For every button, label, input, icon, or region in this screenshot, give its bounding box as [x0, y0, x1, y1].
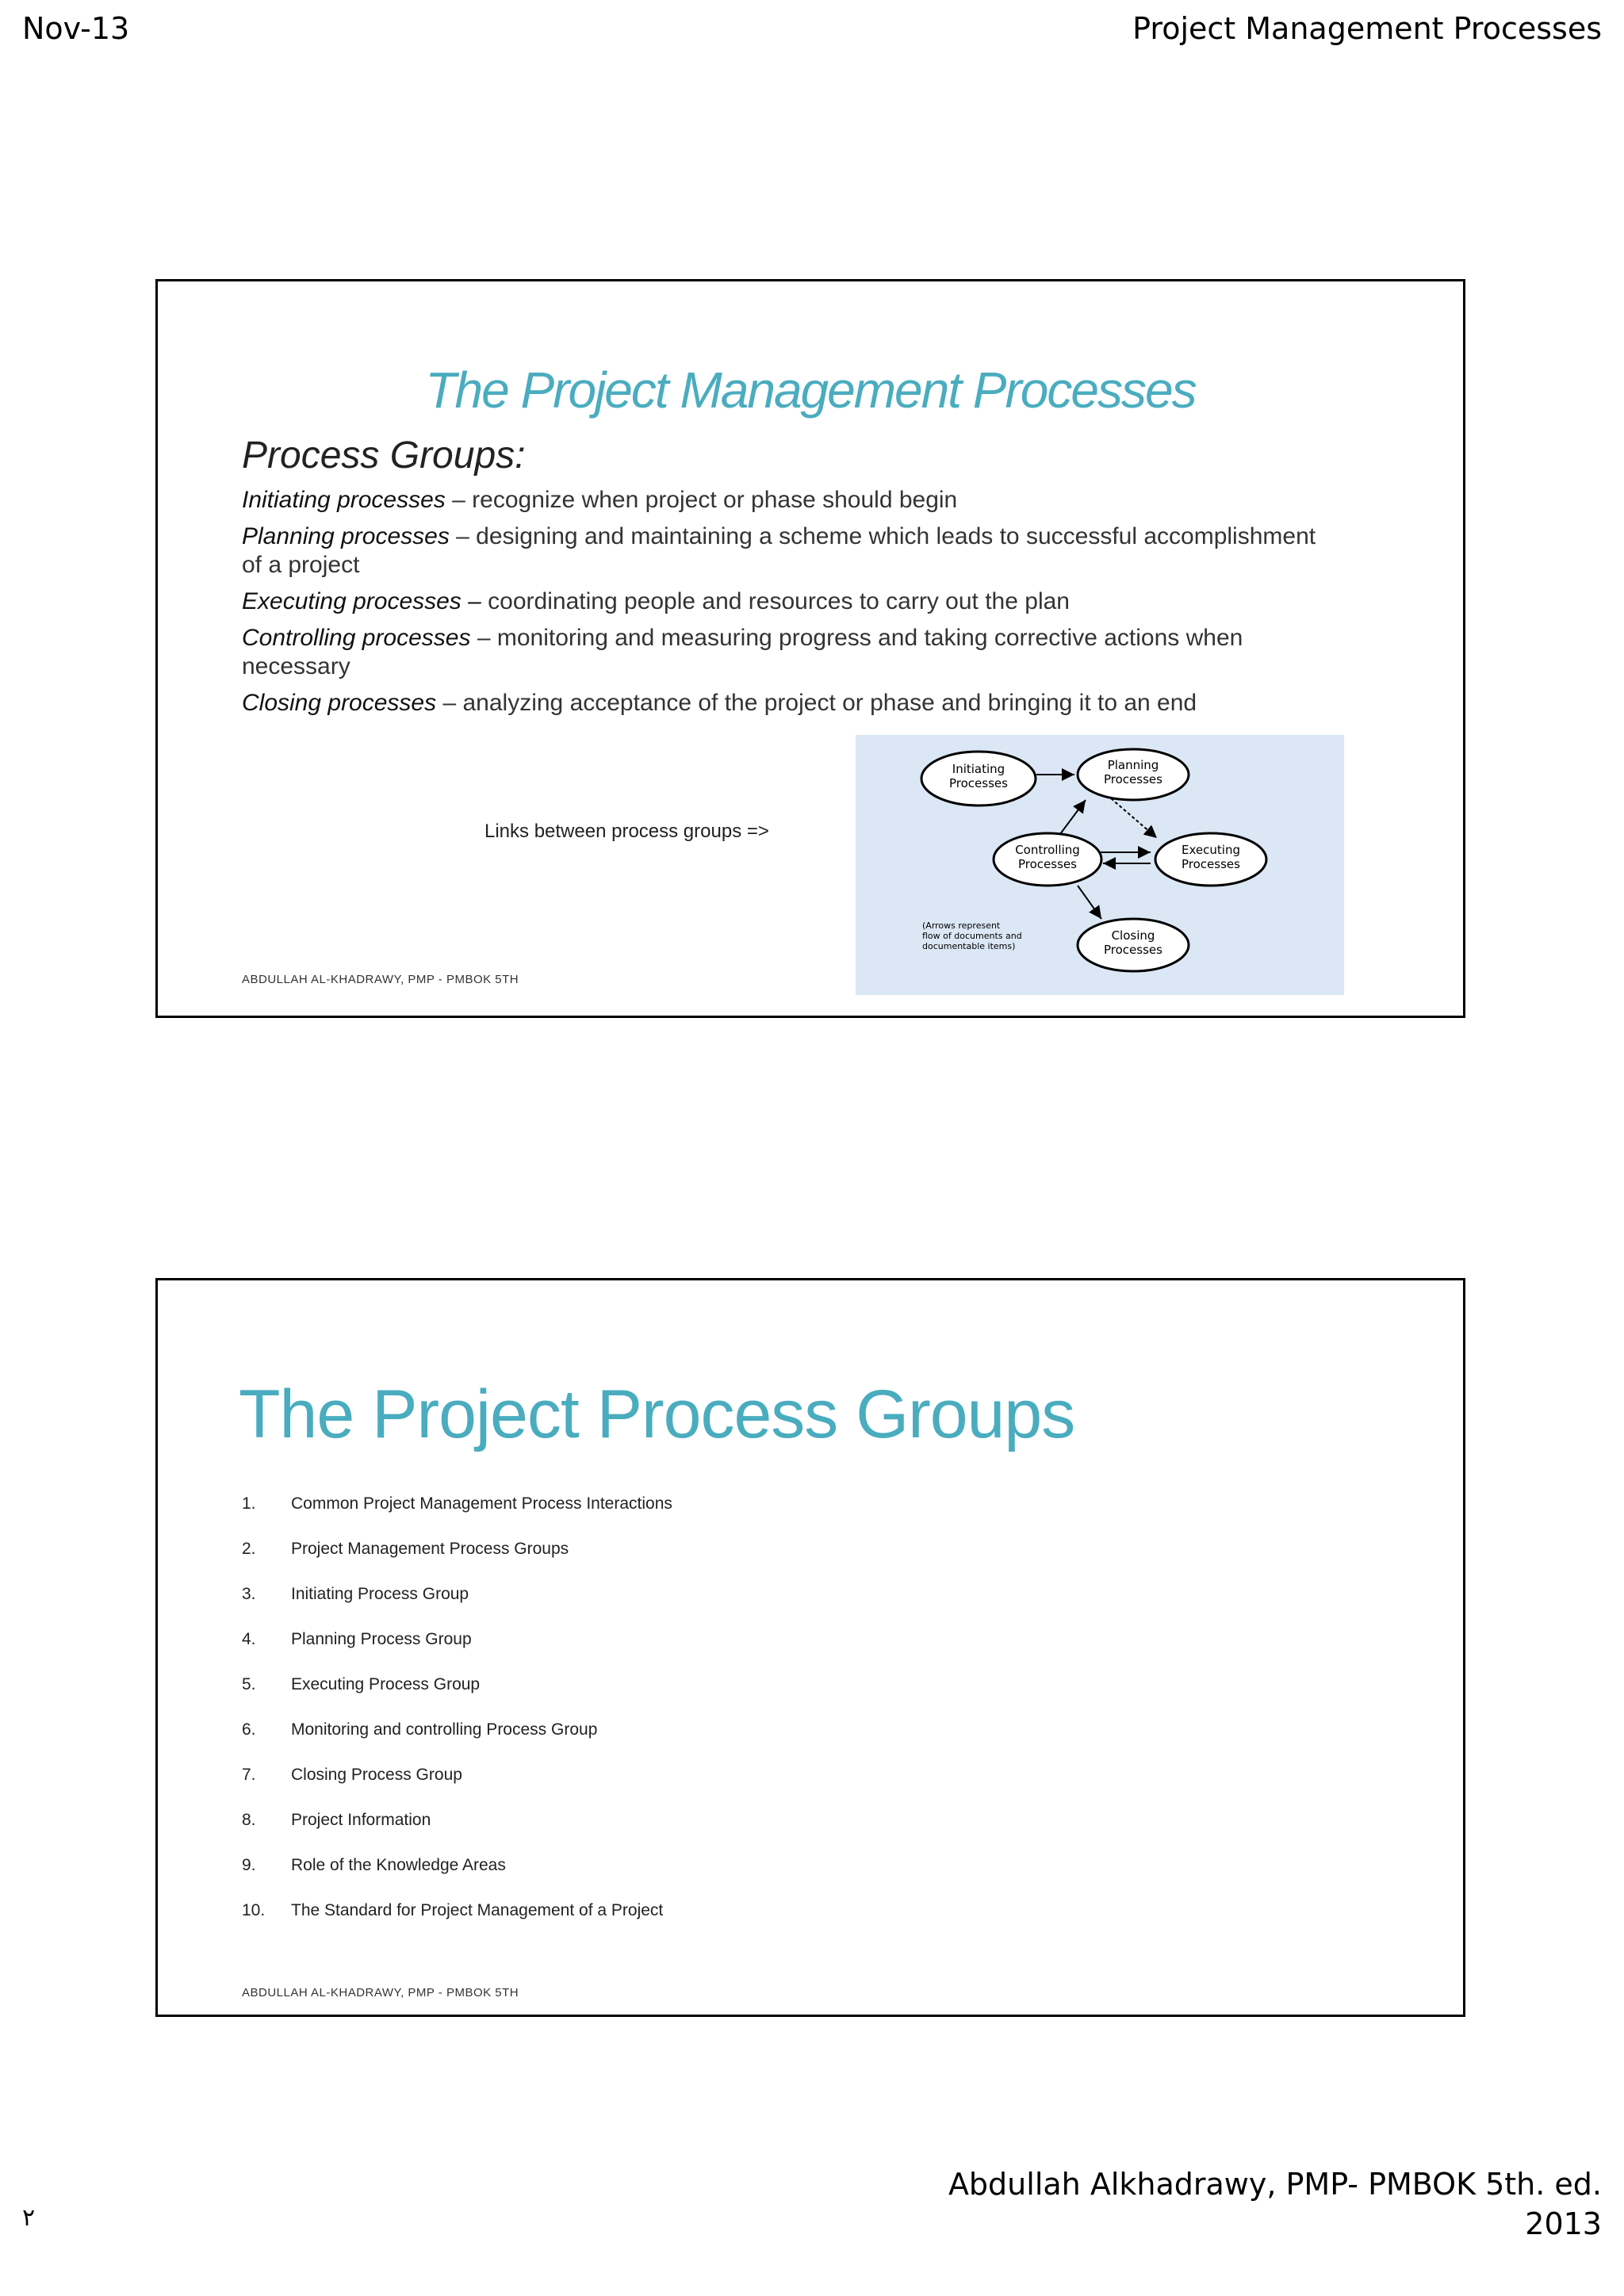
list-item-number: 4.	[242, 1630, 256, 1648]
list-item	[242, 1630, 672, 1675]
process-desc: – recognize when project or phase should begin	[445, 487, 958, 513]
list-item	[242, 1720, 672, 1766]
node-initiating-line1: Initiating	[952, 762, 1005, 776]
list-item-number: 5.	[242, 1675, 256, 1693]
node-initiating-line2: Processes	[949, 776, 1008, 790]
node-planning-line2: Processes	[1104, 772, 1162, 786]
process-desc: coordinating people and resources to carry out the plan	[481, 588, 1070, 614]
list-item-number: 8.	[242, 1811, 256, 1829]
process-term: Closing processes	[242, 690, 437, 716]
list-item-text: Common Project Management Process Interactions	[291, 1494, 672, 1513]
node-planning	[1078, 749, 1189, 800]
list-item	[242, 1766, 672, 1811]
process-item	[242, 522, 1336, 580]
arrow-controlling-planning	[1060, 800, 1086, 834]
list-item-number: 6.	[242, 1720, 256, 1739]
list-item	[242, 1811, 672, 1856]
process-item	[242, 624, 1336, 681]
process-groups-list	[242, 486, 1336, 725]
node-controlling-line2: Processes	[1018, 857, 1077, 871]
list-item-text: Role of the Knowledge Areas	[291, 1856, 506, 1874]
slide-1	[155, 279, 1465, 1018]
list-item-number: 1.	[242, 1494, 256, 1513]
node-initiating	[921, 752, 1036, 806]
process-term: Executing processes –	[242, 588, 481, 614]
node-executing	[1155, 833, 1266, 886]
node-closing-line2: Processes	[1104, 943, 1162, 957]
slide-1-subtitle: Process Groups:	[242, 434, 526, 476]
diagram-note	[922, 920, 1022, 951]
links-label: Links between process groups =>	[485, 821, 769, 842]
diagram-note-line: documentable items)	[922, 941, 1016, 951]
node-controlling	[994, 833, 1101, 886]
list-item-text: Executing Process Group	[291, 1675, 481, 1693]
list-item-text: Project Information	[291, 1811, 431, 1829]
list-item	[242, 1675, 672, 1720]
arrow-planning-executing	[1111, 798, 1157, 838]
list-item-text: Monitoring and controlling Process Group	[291, 1720, 598, 1739]
list-item-text: Project Management Process Groups	[291, 1540, 569, 1558]
process-item	[242, 689, 1336, 718]
footer-year: 2013	[1525, 2206, 1602, 2241]
page-footer	[948, 2164, 1602, 2244]
footer-author: Abdullah Alkhadrawy, PMP- PMBOK 5th. ed.	[948, 2167, 1602, 2202]
slide-2-footer: ABDULLAH AL-KHADRAWY, PMP - PMBOK 5TH	[242, 1986, 519, 1999]
process-item	[242, 587, 1336, 616]
list-item-text: Initiating Process Group	[291, 1585, 469, 1603]
arrow-controlling-closing	[1078, 886, 1101, 919]
process-item	[242, 486, 1336, 515]
node-executing-line2: Processes	[1182, 857, 1240, 871]
topics-list	[242, 1494, 672, 1946]
node-controlling-line1: Controlling	[1015, 843, 1080, 857]
header-date: Nov-13	[22, 11, 130, 46]
slide-1-title: The Project Management Processes	[425, 362, 1196, 419]
process-term: Initiating processes	[242, 487, 446, 513]
list-item-text: Closing Process Group	[291, 1766, 462, 1784]
list-item-number: 9.	[242, 1856, 256, 1874]
slide-2	[155, 1278, 1465, 2017]
node-closing	[1078, 919, 1189, 971]
list-item-number: 10.	[242, 1901, 266, 1919]
page-number: ٢	[22, 2205, 36, 2231]
header-title: Project Management Processes	[1132, 11, 1602, 46]
list-item	[242, 1856, 672, 1901]
node-executing-line1: Executing	[1182, 843, 1240, 857]
process-desc: – analyzing acceptance of the project or phase and bringing it to an end	[436, 690, 1197, 716]
list-item	[242, 1585, 672, 1630]
slide-1-footer: ABDULLAH AL-KHADRAWY, PMP - PMBOK 5TH	[242, 973, 519, 986]
list-item	[242, 1901, 672, 1946]
node-planning-line1: Planning	[1107, 758, 1159, 772]
process-links-diagram	[856, 735, 1344, 995]
list-item	[242, 1494, 672, 1540]
list-item-text: Planning Process Group	[291, 1630, 472, 1648]
list-item-number: 3.	[242, 1585, 256, 1603]
list-item-text: The Standard for Project Management of a Project	[291, 1901, 664, 1919]
diagram-note-line: (Arrows represent	[922, 920, 1001, 931]
process-term: Controlling processes	[242, 625, 471, 651]
process-desc: – monitoring and measuring progress and taking corrective actions when necessary	[242, 625, 1243, 679]
list-item	[242, 1540, 672, 1585]
slide-2-title: The Project Process Groups	[239, 1376, 1075, 1452]
node-closing-line1: Closing	[1111, 928, 1155, 943]
process-term: Planning processes	[242, 523, 450, 549]
diagram-note-line: flow of documents and	[922, 931, 1022, 941]
list-item-number: 2.	[242, 1540, 256, 1558]
list-item-number: 7.	[242, 1766, 256, 1784]
process-desc: – designing and maintaining a scheme which leads to successful accomplishment of a project	[242, 523, 1316, 578]
